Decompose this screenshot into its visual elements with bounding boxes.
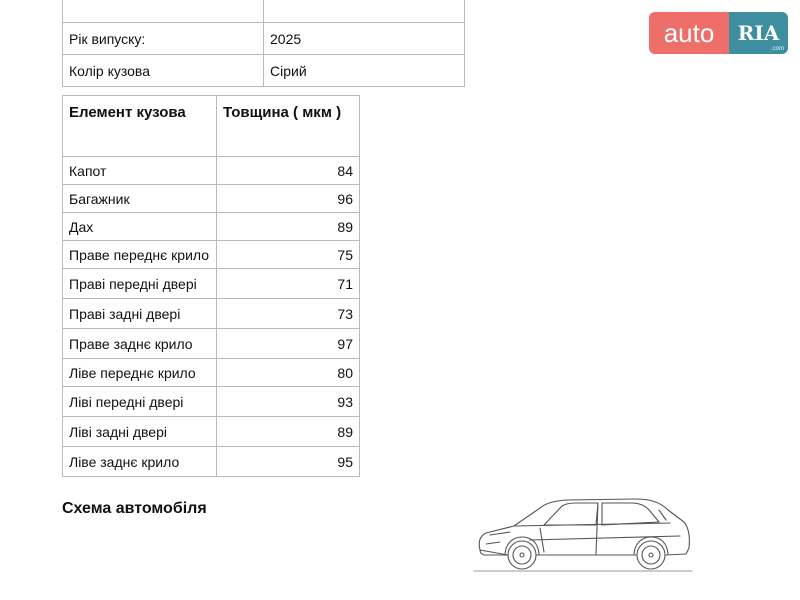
auto-ria-logo — [649, 12, 788, 54]
info-value: Сірий — [264, 55, 465, 87]
paint-thickness-table — [62, 95, 360, 477]
table-row — [63, 213, 360, 241]
car-info-table — [62, 0, 465, 87]
element-name: Ліві задні двері — [63, 417, 217, 447]
element-name: Праве переднє крило — [63, 241, 217, 269]
thickness-value: 73 — [217, 299, 360, 329]
element-name: Праве заднє крило — [63, 329, 217, 359]
element-name: Праві передні двері — [63, 269, 217, 299]
table-row — [63, 387, 360, 417]
table-row — [63, 185, 360, 213]
element-name: Ліве переднє крило — [63, 359, 217, 387]
column-header-thickness: Товщина ( мкм ) — [217, 96, 360, 157]
info-key: Колір кузова — [63, 55, 264, 87]
table-row — [63, 417, 360, 447]
info-value: 2025 — [264, 23, 465, 55]
info-row-year — [63, 23, 465, 55]
table-row — [63, 269, 360, 299]
table-row — [63, 329, 360, 359]
table-row — [63, 359, 360, 387]
element-name: Праві задні двері — [63, 299, 217, 329]
logo-ria-text: RIA — [729, 12, 788, 54]
element-name: Дах — [63, 213, 217, 241]
info-key: Рік випуску: — [63, 23, 264, 55]
thickness-value: 95 — [217, 447, 360, 477]
thickness-value: 96 — [217, 185, 360, 213]
element-name: Капот — [63, 157, 217, 185]
thickness-value: 84 — [217, 157, 360, 185]
info-value — [264, 0, 465, 23]
logo-com-suffix: .com — [770, 46, 784, 52]
thickness-value: 75 — [217, 241, 360, 269]
table-row — [63, 299, 360, 329]
table-header-row — [63, 96, 360, 157]
suv-outline-icon — [470, 492, 695, 577]
thickness-value: 93 — [217, 387, 360, 417]
info-row-color — [63, 55, 465, 87]
table-row — [63, 447, 360, 477]
column-header-element: Елемент кузова — [63, 96, 217, 157]
element-name: Ліве заднє крило — [63, 447, 217, 477]
table-row — [63, 241, 360, 269]
element-name: Ліві передні двері — [63, 387, 217, 417]
element-name: Багажник — [63, 185, 217, 213]
thickness-value: 97 — [217, 329, 360, 359]
schema-title: Схема автомобіля — [62, 500, 207, 517]
thickness-value: 89 — [217, 417, 360, 447]
thickness-value: 80 — [217, 359, 360, 387]
info-key — [63, 0, 264, 23]
thickness-value: 89 — [217, 213, 360, 241]
table-row — [63, 157, 360, 185]
thickness-value: 71 — [217, 269, 360, 299]
logo-auto-text: auto — [649, 12, 729, 54]
info-row — [63, 0, 465, 23]
